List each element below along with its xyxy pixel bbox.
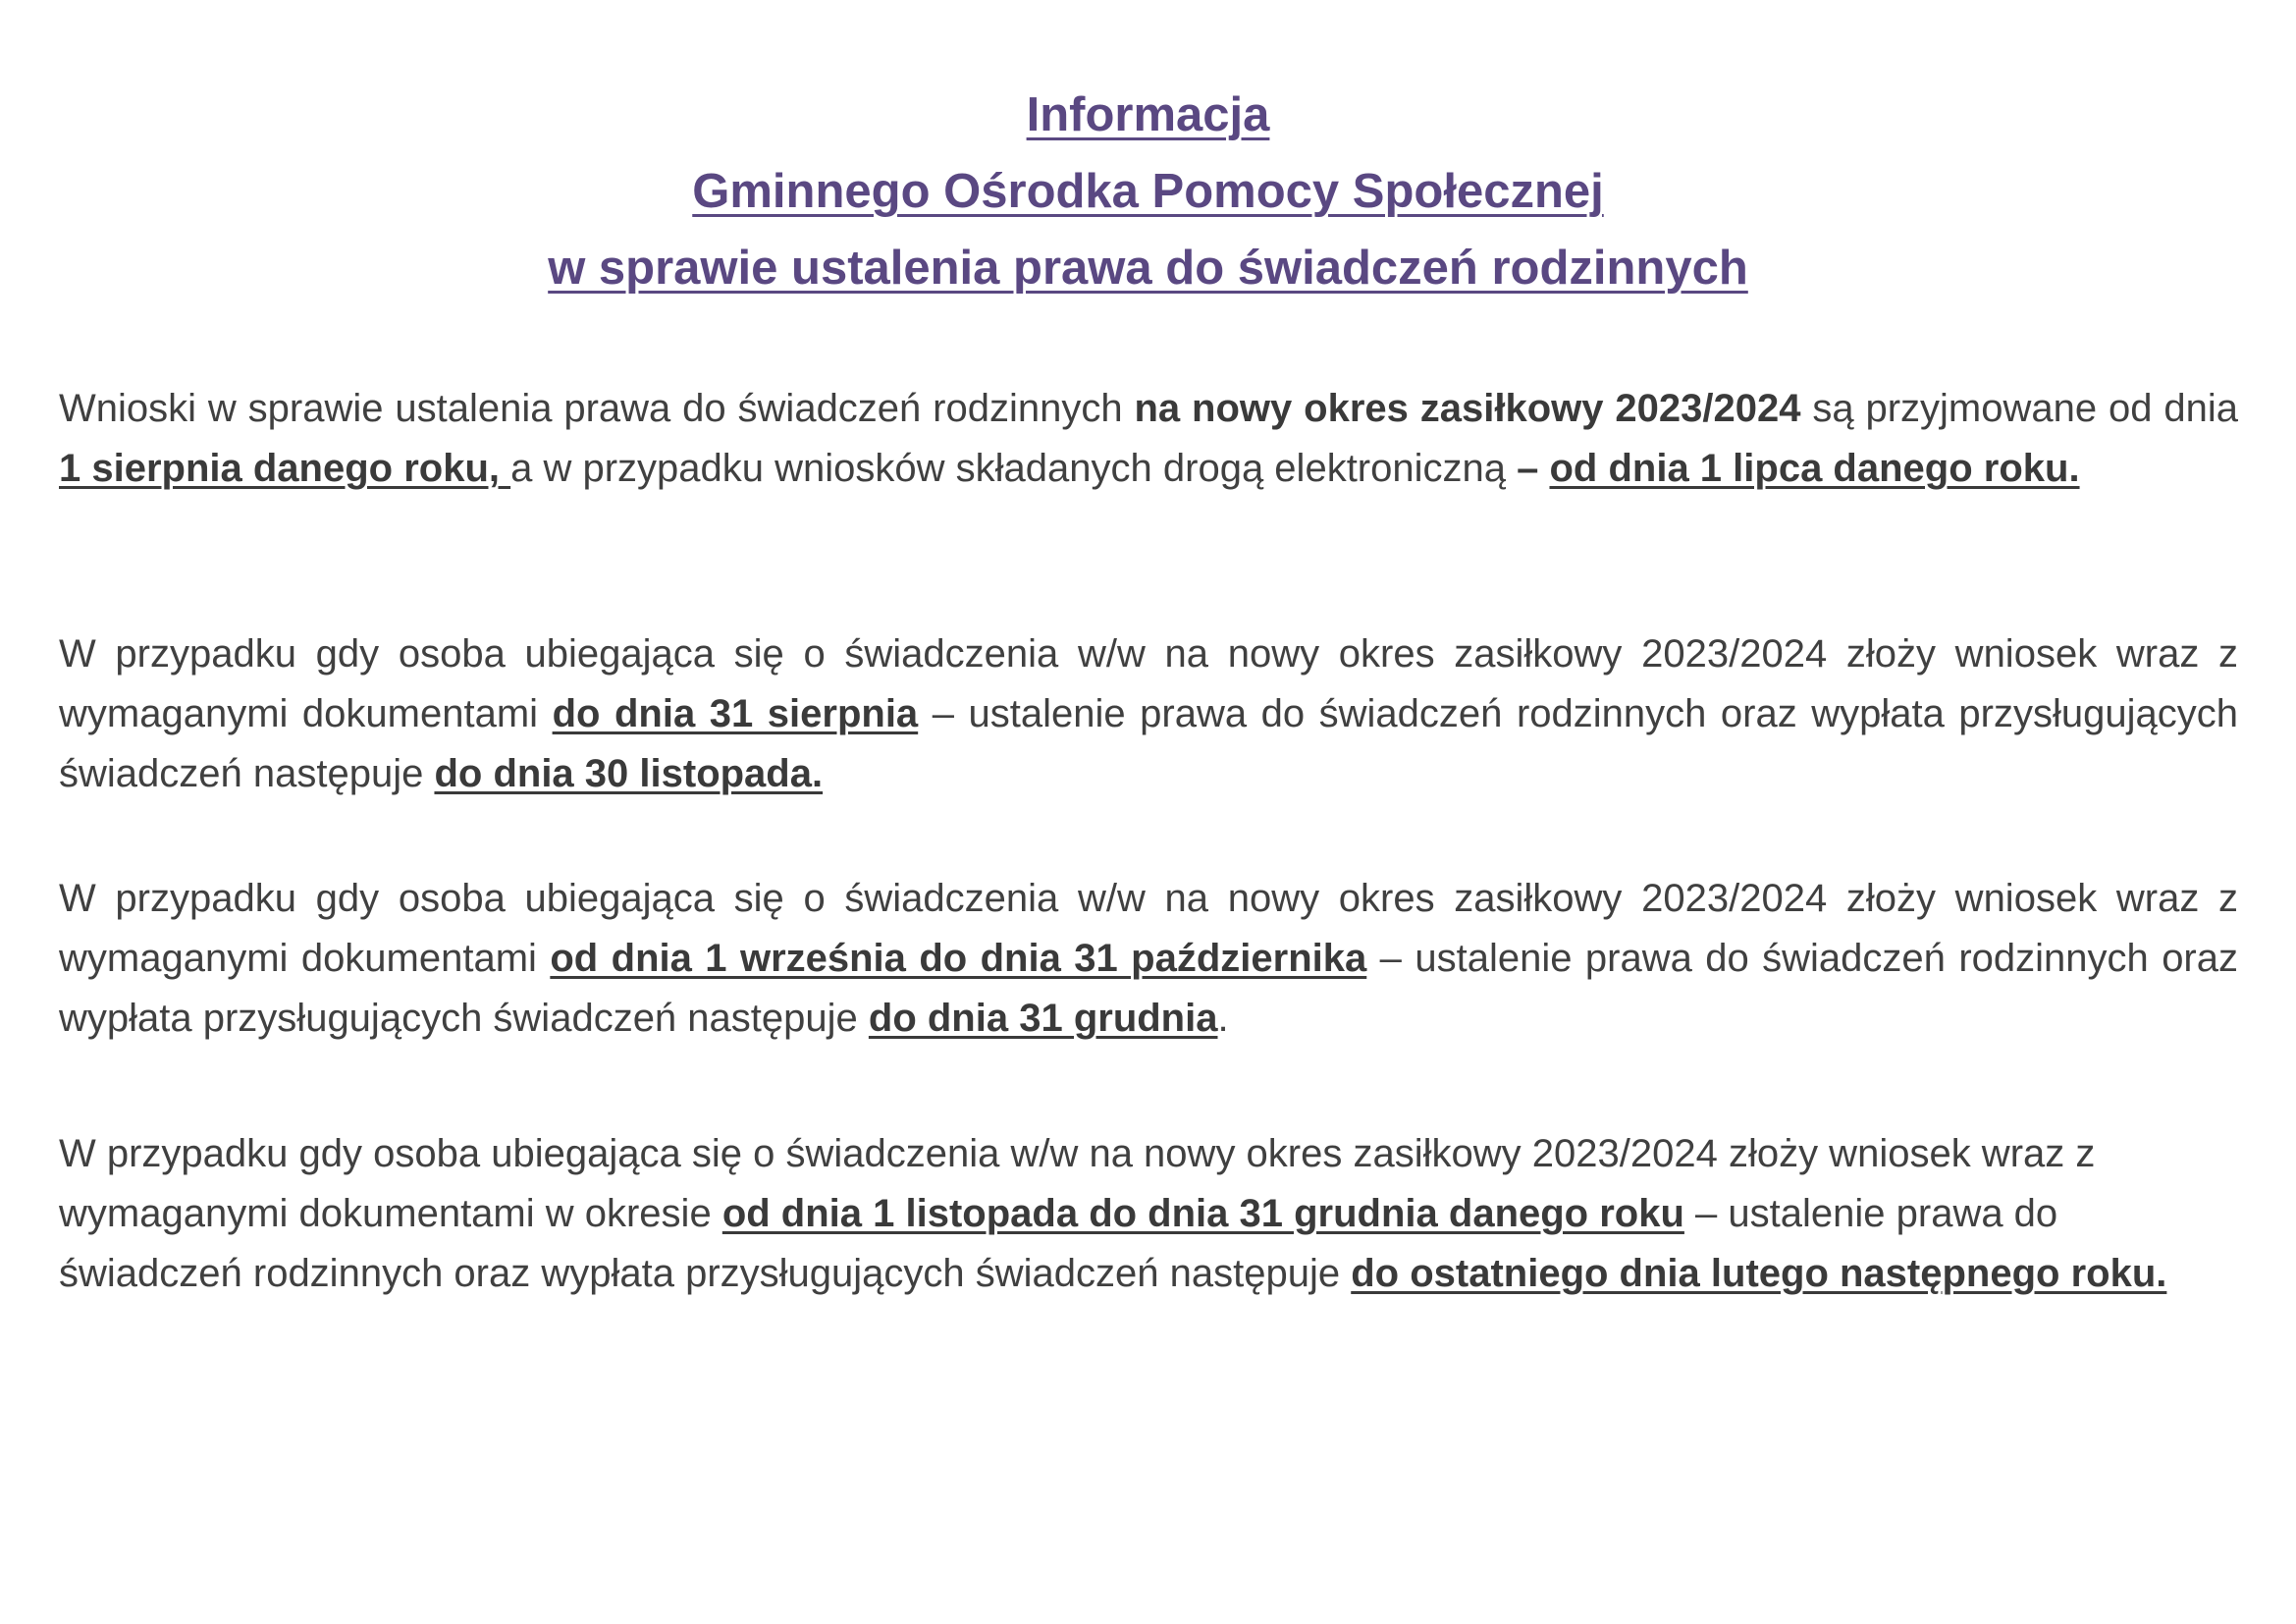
para3-text-3: . [1217,997,1229,1040]
title-text-1: Informacja [1026,88,1270,141]
para1-dash: – [1517,447,1539,490]
paragraph-deadline-october [59,869,2238,1049]
para1-bold-period: na nowy okres zasiłkowy 2023/2024 [1134,387,1801,430]
para3-text-1: W przypadku gdy osoba ubiegająca się o świadczenia w/w na nowy okres zasiłkowy 2023/2024 złoży wniosek wraz z wymaganymi dokumentami [59,877,2238,980]
para3-underlined-date-1: od dnia 1 września do dnia 31 października [550,937,1367,980]
para4-underlined-date-1: od dnia 1 listopada do dnia 31 grudnia danego roku [721,1192,1684,1235]
title-line-3 [0,230,2296,306]
para2-underlined-date-1: do dnia 31 sierpnia [552,692,919,735]
para2-text-1: W przypadku gdy osoba ubiegająca się o świadczenia w/w na nowy okres zasiłkowy 2023/2024 złoży wniosek wraz z wymaganymi dokumentami [59,632,2238,735]
para4-text-1: W przypadku gdy osoba ubiegająca się o świadczenia w/w na nowy okres zasiłkowy 2023/2024 złoży wniosek wraz z wymaganymi dokumentami w okresie [59,1132,2096,1235]
para1-underlined-date-2: od dnia 1 lipca danego roku. [1549,447,2080,490]
para1-underlined-date-1: 1 sierpnia danego roku, [59,447,511,490]
para1-text-2: są przyjmowane od dnia [1800,387,2238,430]
para2-text-2: – ustalenie prawa do świadczeń rodzinnych oraz wypłata przysługujących świadczeń następuje [59,692,2238,795]
paragraph-deadline-december [59,1124,2238,1304]
document-title [0,77,2296,306]
title-text-3: w sprawie ustalenia prawa do świadczeń rodzinnych [548,242,1748,295]
paragraph-application-dates [59,379,2238,499]
para3-underlined-date-2: do dnia 31 grudnia [868,997,1218,1040]
para4-underlined-date-2: do ostatniego dnia lutego następnego roku. [1351,1252,2167,1295]
para4-text-2: – ustalenie prawa do świadczeń rodzinnych oraz wypłata przysługujących świadczeń następuje [59,1192,2058,1295]
para1-text-4 [1538,447,1549,490]
title-line-2 [0,153,2296,230]
paragraph-deadline-august [59,624,2238,804]
para2-underlined-date-2: do dnia 30 listopada. [434,752,824,795]
para3-text-2: – ustalenie prawa do świadczeń rodzinnych oraz wypłata przysługujących świadczeń następuje [59,937,2238,1040]
title-line-1 [0,77,2296,153]
title-text-2: Gminnego Ośrodka Pomocy Społecznej [692,165,1604,218]
para1-text-3: a w przypadku wniosków składanych drogą elektroniczną [510,447,1518,490]
para1-text-1: Wnioski w sprawie ustalenia prawa do świadczeń rodzinnych [59,387,1135,430]
